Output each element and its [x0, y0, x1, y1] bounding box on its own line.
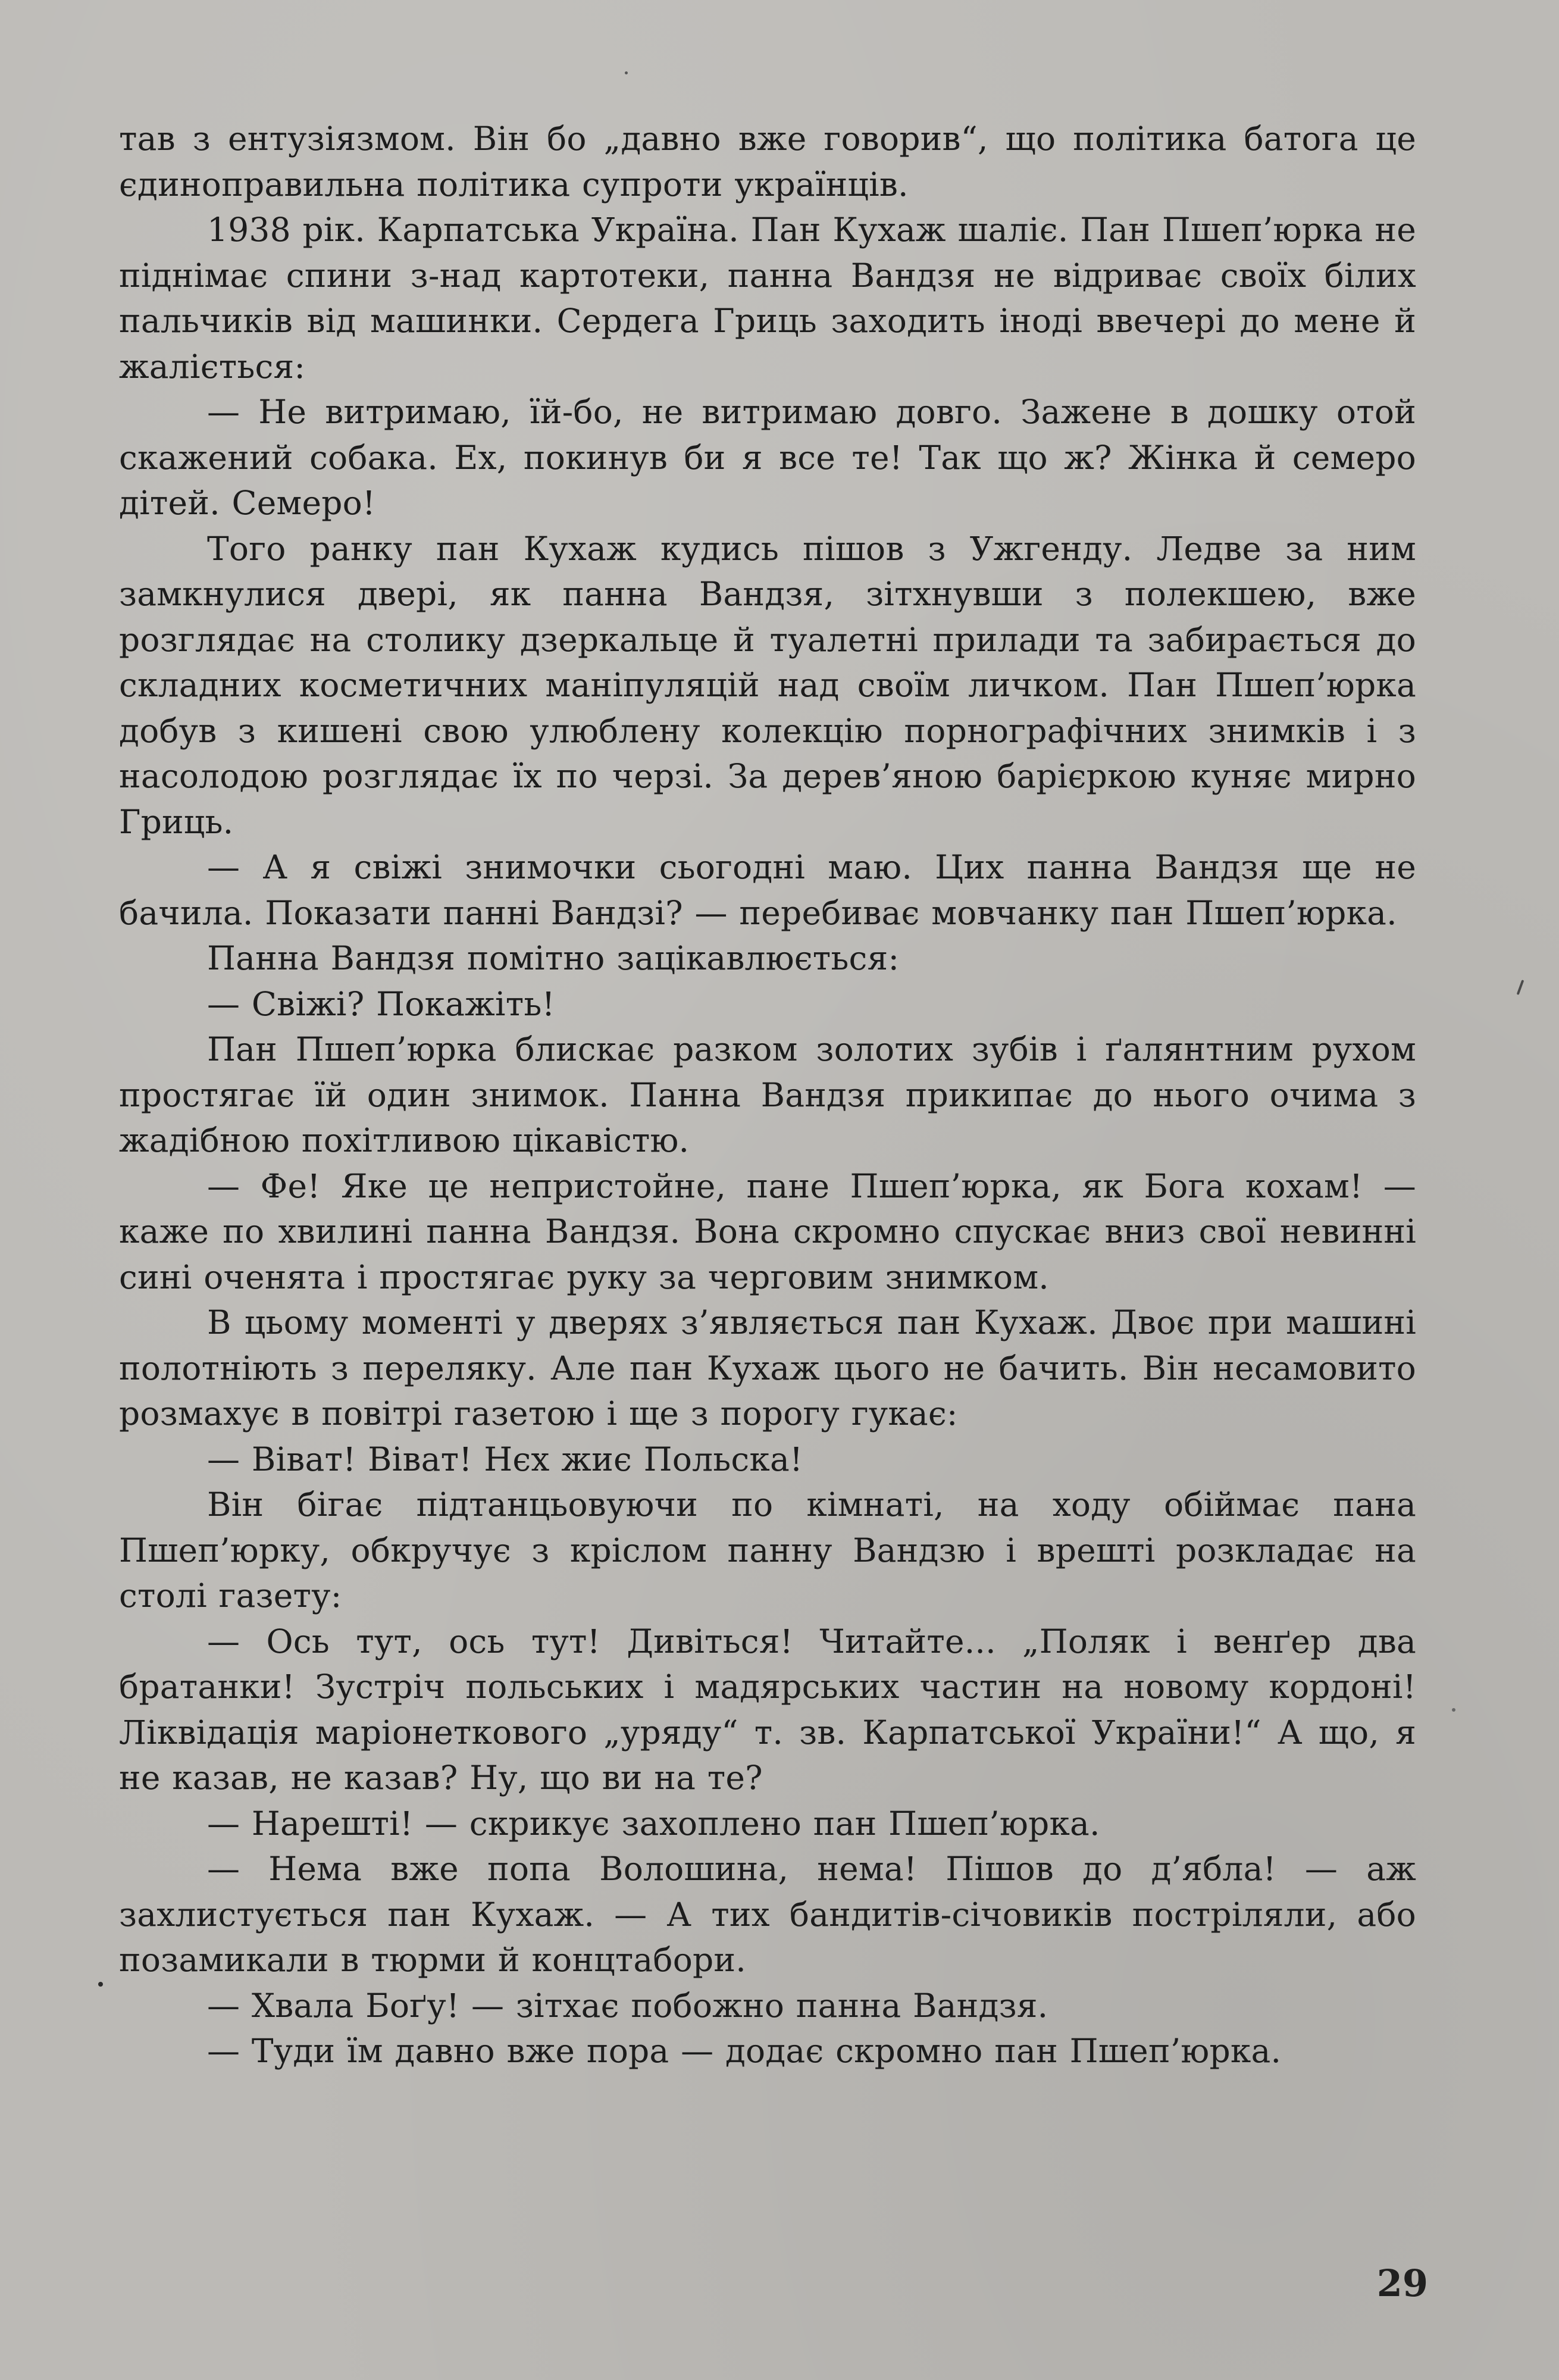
paragraph: — Хвала Боґу! — зітхає побожно панна Вандзя. [207, 1986, 1048, 2025]
print-speck [98, 1982, 103, 1987]
paragraph: — Фе! Яке це непристойне, пане Пшеп’юрка, як Бога кохам! — каже по хвилині панна Вандзя. Вона скромно спускає вниз свої невинні сині оченята і простягає руку за черговим знимком. [119, 1166, 1416, 1296]
page-number: 29 [1376, 2262, 1428, 2305]
paragraph: Він бігає підтанцьовуючи по кімнаті, на ходу обіймає пана Пшеп’юрку, обкручує з кріслом панну Вандзю і врешті розкладає на столі газету: [119, 1485, 1416, 1615]
paragraph: 1938 рік. Карпатська Україна. Пан Кухаж шаліє. Пан Пшеп’юрка не піднімає спини з-над картотеки, панна Вандзя не відриває своїх білих пальчиків від машинки. Сердега Гриць заходить іноді ввечері до мене й жаліється: [119, 211, 1416, 386]
paragraph: — Свіжі? Покажіть! [207, 984, 555, 1023]
print-speck [1452, 1708, 1455, 1712]
paragraph: — А я свіжі знимочки сьогодні маю. Цих панна Вандзя ще не бачила. Показати панні Вандзі? — перебиває мовчанку пан Пшеп’юрка. [119, 848, 1416, 932]
paragraph: — Віват! Віват! Нєх жиє Польска! [207, 1440, 803, 1478]
paragraph: Панна Вандзя помітно зацікавлюється: [207, 939, 900, 977]
print-speck [1517, 980, 1524, 995]
paragraph: Пан Пшеп’юрка блискає разком золотих зубів і ґалянтним рухом простягає їй один знимок. Панна Вандзя прикипає до нього очима з жадібною похітливою цікавістю. [119, 1030, 1416, 1159]
paragraph: — Нема вже попа Волошина, нема! Пішов до д’ябла! — аж захлистується пан Кухаж. — А тих бандитів-січовиків постріляли, або позамикали в тюрми й концтабори. [119, 1850, 1416, 1979]
paragraph: — Туди їм давно вже пора — додає скромно пан Пшеп’юрка. [207, 2032, 1282, 2070]
paragraph: Того ранку пан Кухаж кудись пішов з Ужгенду. Ледве за ним замкнулися двері, як панна Вандзя, зітхнувши з полекшею, вже розглядає на столику дзеркальце й туалетні прилади та забирається до складних косметичних маніпуляцій над своїм личком. Пан Пшеп’юрка добув з кишені свою улюблену колекцію порнографічних знимків і з насолодою розглядає їх по черзі. За дерев’яною барієркою куняє мирно Гриць. [119, 529, 1416, 841]
print-speck [625, 71, 628, 74]
paragraph: — Не витримаю, їй-бо, не витримаю довго. Зажене в дошку отой скажений собака. Ех, покинув би я все те! Так що ж? Жінка й семеро дітей. Семеро! [119, 393, 1416, 522]
paragraph: — Ось тут, ось тут! Дивіться! Читайте... „Поляк і венґер два братанки! Зустріч польських і мадярських частин на новому кордоні! Ліквідація маріонеткового „уряду“ т. зв. Карпатської України!“ А що, я не казав, не казав? Ну, що ви на те? [119, 1622, 1416, 1797]
paragraph: — Нарешті! — скрикує захоплено пан Пшеп’юрка. [207, 1804, 1100, 1843]
paragraph: тав з ентузіязмом. Він бо „давно вже говорив“, що політика батога це єдиноправильна політика супроти українців. [119, 120, 1416, 204]
paragraph: В цьому моменті у дверях з’являється пан Кухаж. Двоє при машині полотніють з переляку. Але пан Кухаж цього не бачить. Він несамовито розмахує в повітрі газетою і ще з порогу гукає: [119, 1303, 1416, 1433]
body-text [119, 116, 1416, 2074]
